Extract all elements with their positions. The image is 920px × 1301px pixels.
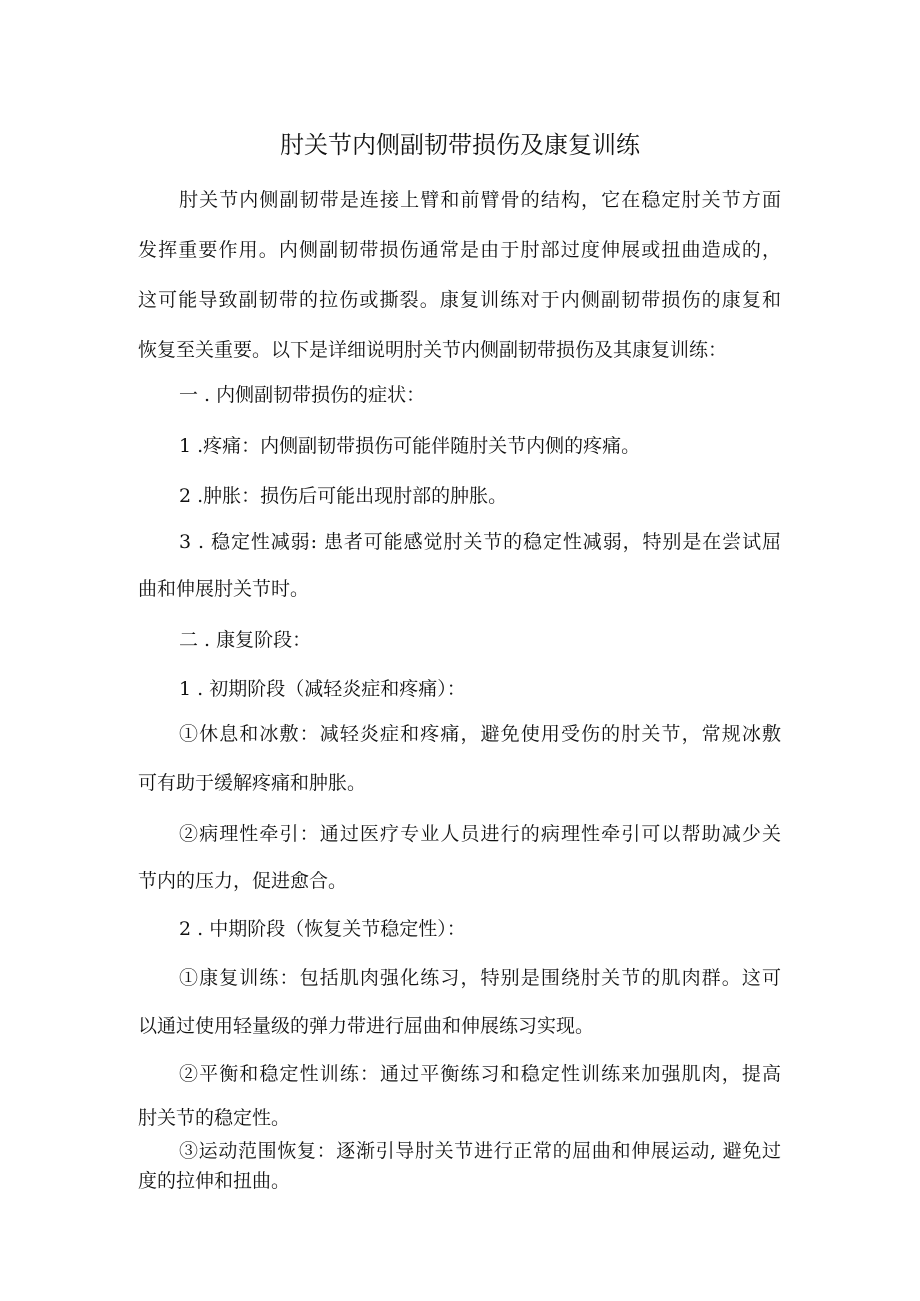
list-item-continuation: 肘关节的稳定性。 bbox=[138, 1107, 291, 1129]
list-item: ①康复训练：包括肌肉强化练习，特别是围绕肘关节的肌肉群。这可 bbox=[179, 967, 781, 989]
list-item: ①休息和冰敷：减轻炎症和疼痛，避免使用受伤的肘关节，常规冰敷 bbox=[179, 723, 781, 745]
list-item-continuation: 可有助于缓解疼痛和肿胀。 bbox=[138, 772, 367, 794]
list-item-continuation: 度的拉伸和扭曲。 bbox=[138, 1170, 291, 1192]
paragraph-line: 肘关节内侧副韧带是连接上臂和前臂骨的结构，它在稳定肘关节方面 bbox=[179, 189, 781, 211]
list-item-continuation: 节内的压力，促进愈合。 bbox=[138, 870, 348, 892]
section-heading: 一 . 内侧副韧带损伤的症状： bbox=[179, 384, 426, 406]
paragraph-line: 这可能导致副韧带的拉伤或撕裂。康复训练对于内侧副韧带损伤的康复和 bbox=[138, 289, 781, 311]
list-item: 2 .肿胀：损伤后可能出现肘部的肿胀。 bbox=[179, 485, 508, 507]
section-heading: 二 . 康复阶段： bbox=[179, 629, 312, 651]
list-item-continuation: 以通过使用轻量级的弹力带进行屈曲和伸展练习实现。 bbox=[138, 1015, 595, 1037]
list-item: ③运动范围恢复：逐渐引导肘关节进行正常的屈曲和伸展运动, 避免过 bbox=[179, 1140, 781, 1162]
paragraph-line: 恢复至关重要。以下是详细说明肘关节内侧副韧带损伤及其康复训练： bbox=[138, 339, 728, 361]
list-item: 3 . 稳定性减弱: 患者可能感觉肘关节的稳定性减弱，特别是在尝试屈 bbox=[179, 531, 781, 553]
document-title: 肘关节内侧副韧带损伤及康复训练 bbox=[280, 131, 640, 159]
subsection-heading: 1 . 初期阶段（减轻炎症和疼痛）： bbox=[179, 678, 466, 700]
list-item-continuation: 曲和伸展肘关节时。 bbox=[138, 578, 310, 600]
list-item: ②病理性牵引：通过医疗专业人员进行的病理性牵引可以帮助减少关 bbox=[179, 823, 781, 845]
subsection-heading: 2 . 中期阶段（恢复关节稳定性）： bbox=[179, 918, 466, 940]
paragraph-line: 发挥重要作用。内侧副韧带损伤通常是由于肘部过度伸展或扭曲造成的， bbox=[138, 239, 781, 261]
list-item: ②平衡和稳定性训练：通过平衡练习和稳定性训练来加强肌肉，提高 bbox=[179, 1063, 781, 1085]
list-item: 1 .疼痛：内侧副韧带损伤可能伴随肘关节内侧的疼痛。 bbox=[179, 435, 641, 457]
